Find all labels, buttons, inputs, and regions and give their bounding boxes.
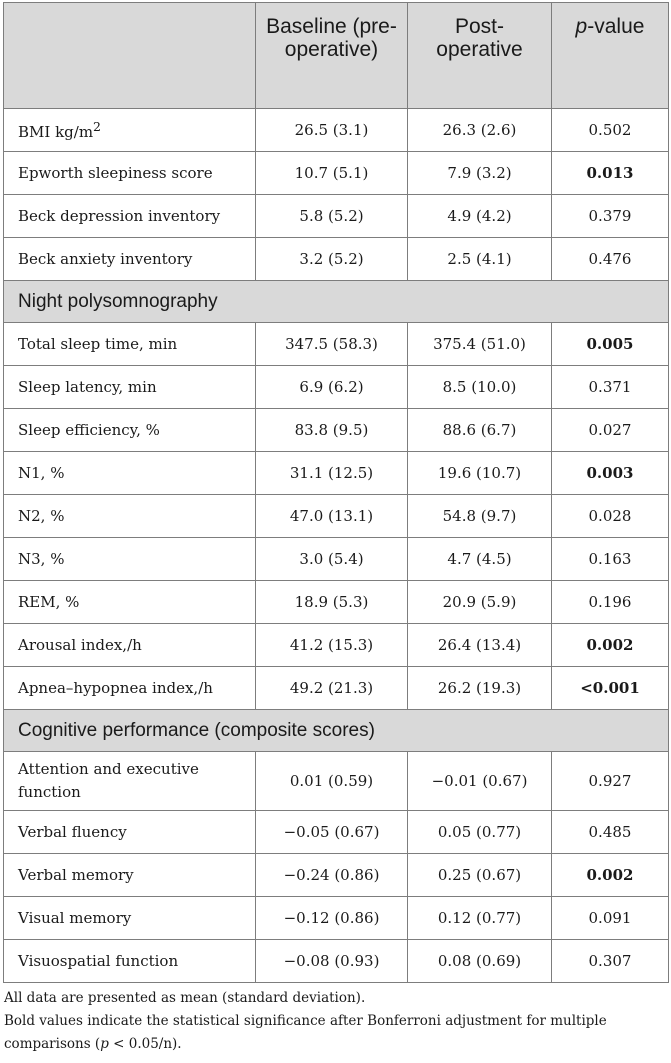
header-p-value [552,3,669,109]
row-label [4,452,256,495]
p-value: 0.379 [552,195,669,238]
table-row [4,152,669,195]
post-operative-value: 4.9 (4.2) [408,195,552,238]
p-value: 0.003 [552,452,669,495]
baseline-value: 5.8 (5.2) [256,195,408,238]
table-row [4,323,669,366]
post-operative-value: 19.6 (10.7) [408,452,552,495]
row-label [4,152,256,195]
row-label-text: BMI kg/m [18,123,94,141]
row-label [4,897,256,940]
baseline-value: 47.0 (13.1) [256,495,408,538]
post-operative-value: 26.4 (13.4) [408,624,552,667]
row-label-text: Arousal index,/h [18,636,142,654]
row-label-superscript: 2 [93,119,101,134]
row-label [4,752,256,811]
table-footnote [4,987,666,1056]
post-operative-value: 0.12 (0.77) [408,897,552,940]
row-label-text: N3, % [18,550,65,568]
baseline-value: 347.5 (58.3) [256,323,408,366]
table-row [4,752,669,811]
baseline-value: −0.05 (0.67) [256,811,408,854]
p-value: 0.027 [552,409,669,452]
p-value: 0.002 [552,854,669,897]
table-row [4,897,669,940]
post-operative-value: 0.25 (0.67) [408,854,552,897]
baseline-value: 3.0 (5.4) [256,538,408,581]
post-operative-value: 26.3 (2.6) [408,109,552,152]
row-label [4,811,256,854]
p-value: 0.002 [552,624,669,667]
row-label-text: Attention and executive function [18,760,199,801]
baseline-value: 3.2 (5.2) [256,238,408,281]
p-value: 0.013 [552,152,669,195]
table-row [4,452,669,495]
post-operative-value: 4.7 (4.5) [408,538,552,581]
post-operative-value: −0.01 (0.67) [408,752,552,811]
row-label-text: N1, % [18,464,65,482]
table-row [4,667,669,710]
baseline-value: 18.9 (5.3) [256,581,408,624]
p-value: 0.005 [552,323,669,366]
post-operative-value: 26.2 (19.3) [408,667,552,710]
post-operative-value: 2.5 (4.1) [408,238,552,281]
p-value: 0.163 [552,538,669,581]
row-label-text: Epworth sleepiness score [18,164,213,182]
post-operative-value: 0.05 (0.77) [408,811,552,854]
post-operative-value: 54.8 (9.7) [408,495,552,538]
section-night-polysomnography: Night polysomnography [4,281,669,323]
baseline-value: 0.01 (0.59) [256,752,408,811]
baseline-value: 49.2 (21.3) [256,667,408,710]
results-table [3,2,669,983]
p-value: <0.001 [552,667,669,710]
p-value: 0.485 [552,811,669,854]
header-baseline: Baseline (pre-operative) [256,3,408,109]
row-label-text: Visual memory [18,909,132,927]
p-value: 0.196 [552,581,669,624]
footnote-p-italic: p [100,1036,109,1052]
baseline-value: −0.12 (0.86) [256,897,408,940]
footnote-line-2-text: Bold values indicate the statistical significance after Bonferroni adjustment for multiple comparisons ( [4,1013,607,1052]
table-row [4,366,669,409]
header-blank-cell [4,3,256,109]
p-value: 0.476 [552,238,669,281]
table-header [4,3,669,109]
table-row [4,811,669,854]
row-label [4,854,256,897]
row-label [4,366,256,409]
section-row [4,281,669,323]
p-value: 0.028 [552,495,669,538]
header-post-operative: Post-operative [408,3,552,109]
row-label [4,581,256,624]
row-label-text: N2, % [18,507,65,525]
post-operative-value: 88.6 (6.7) [408,409,552,452]
post-operative-value: 375.4 (51.0) [408,323,552,366]
row-label-text: Beck depression inventory [18,207,221,225]
p-value: 0.091 [552,897,669,940]
header-row [4,3,669,109]
baseline-value: −0.24 (0.86) [256,854,408,897]
row-label [4,624,256,667]
table-row [4,409,669,452]
baseline-value: 6.9 (6.2) [256,366,408,409]
row-label [4,940,256,983]
p-value: 0.927 [552,752,669,811]
row-label-text: REM, % [18,593,80,611]
table-row [4,581,669,624]
row-label [4,323,256,366]
baseline-value: 10.7 (5.1) [256,152,408,195]
footnote-line-2 [4,1010,666,1056]
p-value: 0.307 [552,940,669,983]
baseline-value: 83.8 (9.5) [256,409,408,452]
post-operative-value: 8.5 (10.0) [408,366,552,409]
table-row [4,195,669,238]
post-operative-value: 20.9 (5.9) [408,581,552,624]
table-row [4,854,669,897]
baseline-value: −0.08 (0.93) [256,940,408,983]
footnote-line-1: All data are presented as mean (standard deviation). [4,990,366,1006]
row-label-text: Visuospatial function [18,952,179,970]
row-label-text: Sleep latency, min [18,378,157,396]
table-row [4,624,669,667]
section-row [4,710,669,752]
table-row [4,109,669,152]
row-label-text: Verbal fluency [18,823,127,841]
section-cognitive-performance: Cognitive performance (composite scores) [4,710,669,752]
footnote-line-2-end: < 0.05/n). [108,1036,182,1052]
header-p-italic: p [575,15,588,38]
table-row [4,495,669,538]
post-operative-value: 0.08 (0.69) [408,940,552,983]
post-operative-value: 7.9 (3.2) [408,152,552,195]
row-label-text: Sleep efficiency, % [18,421,160,439]
row-label [4,409,256,452]
table-row [4,538,669,581]
baseline-value: 31.1 (12.5) [256,452,408,495]
table-body [4,109,669,983]
row-label [4,667,256,710]
row-label [4,195,256,238]
table-row [4,238,669,281]
row-label [4,238,256,281]
row-label [4,495,256,538]
baseline-value: 41.2 (15.3) [256,624,408,667]
baseline-value: 26.5 (3.1) [256,109,408,152]
row-label-text: Total sleep time, min [18,335,178,353]
header-p-rest: -value [587,15,645,38]
table-row [4,940,669,983]
row-label-text: Apnea–hypopnea index,/h [18,679,213,697]
p-value: 0.502 [552,109,669,152]
row-label-text: Verbal memory [18,866,134,884]
row-label [4,538,256,581]
row-label-text: Beck anxiety inventory [18,250,193,268]
row-label [4,109,256,152]
p-value: 0.371 [552,366,669,409]
